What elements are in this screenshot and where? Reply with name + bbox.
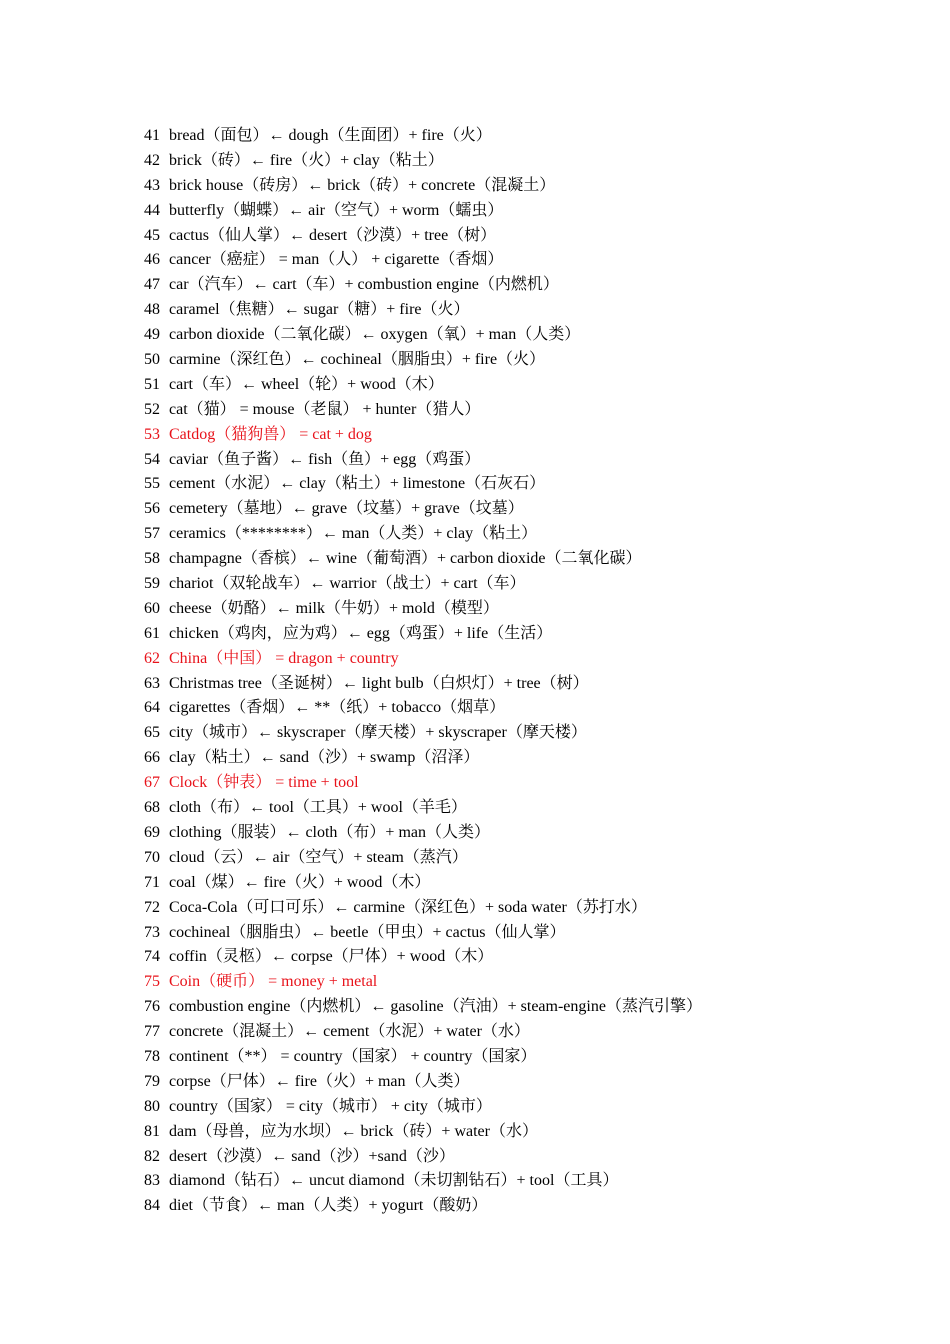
item-text: cart（车）← wheel（轮）+ wood（木） — [169, 375, 444, 393]
item-text: Christmas tree（圣诞树）← light bulb（白炽灯）+ tree（树） — [169, 674, 589, 692]
item-text: clothing（服装）← cloth（布）+ man（人类） — [169, 823, 491, 841]
item-text: carbon dioxide（二氧化碳）← oxygen（氧）+ man（人类） — [169, 326, 581, 344]
item-text: Coin（硬币） = money + metal — [169, 973, 378, 991]
item-text: clay（粘土）← sand（沙）+ swamp（沼泽） — [169, 749, 480, 767]
item-number: 57 — [144, 525, 160, 543]
list-item — [144, 970, 904, 995]
list-item — [144, 522, 904, 547]
list-item — [144, 1095, 904, 1120]
list-item — [144, 771, 904, 796]
list-item — [144, 721, 904, 746]
list-item — [144, 497, 904, 522]
item-number: 71 — [144, 873, 160, 891]
item-number: 84 — [144, 1197, 160, 1215]
item-number: 77 — [144, 1023, 160, 1041]
list-item — [144, 995, 904, 1020]
item-number: 75 — [144, 973, 160, 991]
document-page — [144, 124, 904, 1219]
list-item — [144, 323, 904, 348]
list-item — [144, 373, 904, 398]
item-text: cloud（云）← air（空气）+ steam（蒸汽） — [169, 848, 468, 866]
item-number: 64 — [144, 699, 160, 717]
list-item — [144, 572, 904, 597]
recipe-list — [144, 124, 904, 1219]
item-text: caramel（焦糖）← sugar（糖）+ fire（火） — [169, 301, 470, 319]
item-number: 79 — [144, 1072, 160, 1090]
list-item — [144, 224, 904, 249]
list-item — [144, 921, 904, 946]
list-item — [144, 1045, 904, 1070]
item-text: ceramics（********）← man（人类）+ clay（粘土） — [169, 525, 538, 543]
item-text: Clock（钟表） = time + tool — [169, 774, 359, 792]
item-number: 45 — [144, 226, 160, 244]
item-number: 51 — [144, 375, 160, 393]
list-item — [144, 1020, 904, 1045]
item-text: dam（母兽，应为水坝）← brick（砖）+ water（水） — [169, 1122, 538, 1140]
list-item — [144, 597, 904, 622]
item-number: 44 — [144, 201, 160, 219]
list-item — [144, 124, 904, 149]
list-item — [144, 423, 904, 448]
item-number: 82 — [144, 1147, 160, 1165]
list-item — [144, 448, 904, 473]
item-number: 49 — [144, 326, 160, 344]
list-item — [144, 472, 904, 497]
list-item — [144, 398, 904, 423]
item-number: 43 — [144, 176, 160, 194]
list-item — [144, 273, 904, 298]
list-item — [144, 945, 904, 970]
item-number: 41 — [144, 127, 160, 144]
item-number: 74 — [144, 948, 160, 966]
item-number: 76 — [144, 998, 160, 1016]
item-number: 50 — [144, 351, 160, 369]
item-text: Coca-Cola（可口可乐）← carmine（深红色）+ soda water（苏打水） — [169, 898, 647, 916]
item-number: 62 — [144, 649, 160, 667]
item-text: coal（煤）← fire（火）+ wood（木） — [169, 873, 431, 891]
item-text: cemetery（墓地）← grave（坟墓）+ grave（坟墓） — [169, 500, 524, 518]
item-number: 83 — [144, 1172, 160, 1190]
item-number: 66 — [144, 749, 160, 767]
list-item — [144, 647, 904, 672]
item-text: carmine（深红色）← cochineal（胭脂虫）+ fire（火） — [169, 351, 546, 369]
list-item — [144, 696, 904, 721]
item-number: 48 — [144, 301, 160, 319]
item-number: 42 — [144, 151, 160, 169]
item-text: corpse（尸体）← fire（火）+ man（人类） — [169, 1072, 470, 1090]
item-text: cloth（布）← tool（工具）+ wool（羊毛） — [169, 799, 467, 817]
item-text: butterfly（蝴蝶）← air（空气）+ worm（蠕虫） — [169, 201, 504, 219]
list-item — [144, 298, 904, 323]
item-text: Catdog（猫狗兽） = cat + dog — [169, 425, 372, 443]
item-number: 63 — [144, 674, 160, 692]
item-text: cancer（癌症） = man（人） + cigarette（香烟） — [169, 251, 504, 269]
item-text: cement（水泥）← clay（粘土）+ limestone（石灰石） — [169, 475, 546, 493]
item-number: 56 — [144, 500, 160, 518]
item-number: 47 — [144, 276, 160, 294]
item-text: cochineal（胭脂虫）← beetle（甲虫）+ cactus（仙人掌） — [169, 923, 566, 941]
list-item — [144, 1120, 904, 1145]
item-number: 53 — [144, 425, 160, 443]
item-text: coffin（灵柩）← corpse（尸体）+ wood（木） — [169, 948, 494, 966]
item-number: 61 — [144, 624, 160, 642]
item-number: 54 — [144, 450, 160, 468]
list-item — [144, 622, 904, 647]
item-text: brick house（砖房）← brick（砖）+ concrete（混凝土） — [169, 176, 556, 194]
item-text: cigarettes（香烟）← **（纸）+ tobacco（烟草） — [169, 699, 506, 717]
item-text: combustion engine（内燃机）← gasoline（汽油）+ steam-engine（蒸汽引擎） — [169, 998, 702, 1016]
item-text: champagne（香槟）← wine（葡萄酒）+ carbon dioxide（二氧化碳） — [169, 550, 642, 568]
item-text: chariot（双轮战车）← warrior（战士）+ cart（车） — [169, 575, 526, 593]
item-number: 65 — [144, 724, 160, 742]
item-text: desert（沙漠）← sand（沙）+sand（沙） — [169, 1147, 455, 1165]
list-item — [144, 174, 904, 199]
item-number: 69 — [144, 823, 160, 841]
list-item — [144, 1070, 904, 1095]
list-item — [144, 746, 904, 771]
item-text: cactus（仙人掌）← desert（沙漠）+ tree（树） — [169, 226, 497, 244]
item-text: China（中国） = dragon + country — [169, 649, 399, 667]
item-text: bread（面包）← dough（生面团）+ fire（火） — [169, 127, 492, 144]
item-text: chicken（鸡肉，应为鸡）← egg（鸡蛋）+ life（生活） — [169, 624, 553, 642]
item-text: diet（节食）← man（人类）+ yogurt（酸奶） — [169, 1197, 488, 1215]
item-number: 73 — [144, 923, 160, 941]
item-number: 52 — [144, 400, 160, 418]
item-number: 55 — [144, 475, 160, 493]
item-text: caviar（鱼子酱）← fish（鱼）+ egg（鸡蛋） — [169, 450, 481, 468]
item-text: cheese（奶酪）← milk（牛奶）+ mold（模型） — [169, 599, 499, 617]
item-number: 81 — [144, 1122, 160, 1140]
list-item — [144, 846, 904, 871]
item-text: cat（猫） = mouse（老鼠） + hunter（猎人） — [169, 400, 481, 418]
item-text: country（国家） = city（城市） + city（城市） — [169, 1097, 492, 1115]
list-item — [144, 896, 904, 921]
list-item — [144, 547, 904, 572]
list-item — [144, 871, 904, 896]
list-item — [144, 821, 904, 846]
item-number: 58 — [144, 550, 160, 568]
list-item — [144, 149, 904, 174]
item-text: concrete（混凝土）← cement（水泥）+ water（水） — [169, 1023, 530, 1041]
item-text: car（汽车）← cart（车）+ combustion engine（内燃机） — [169, 276, 559, 294]
item-number: 72 — [144, 898, 160, 916]
list-item — [144, 672, 904, 697]
item-number: 78 — [144, 1047, 160, 1065]
list-item — [144, 1169, 904, 1194]
item-number: 67 — [144, 774, 160, 792]
item-number: 70 — [144, 848, 160, 866]
list-item — [144, 348, 904, 373]
item-number: 60 — [144, 599, 160, 617]
item-number: 80 — [144, 1097, 160, 1115]
list-item — [144, 1194, 904, 1219]
list-item — [144, 1145, 904, 1170]
item-number: 68 — [144, 799, 160, 817]
item-text: brick（砖）← fire（火）+ clay（粘土） — [169, 151, 444, 169]
item-number: 59 — [144, 575, 160, 593]
list-item — [144, 796, 904, 821]
item-text: continent（**） = country（国家） + country（国家） — [169, 1047, 537, 1065]
item-text: diamond（钻石）← uncut diamond（未切割钻石）+ tool（工具） — [169, 1172, 619, 1190]
item-text: city（城市）← skyscraper（摩天楼）+ skyscraper（摩天楼） — [169, 724, 587, 742]
list-item — [144, 248, 904, 273]
item-number: 46 — [144, 251, 160, 269]
list-item — [144, 199, 904, 224]
